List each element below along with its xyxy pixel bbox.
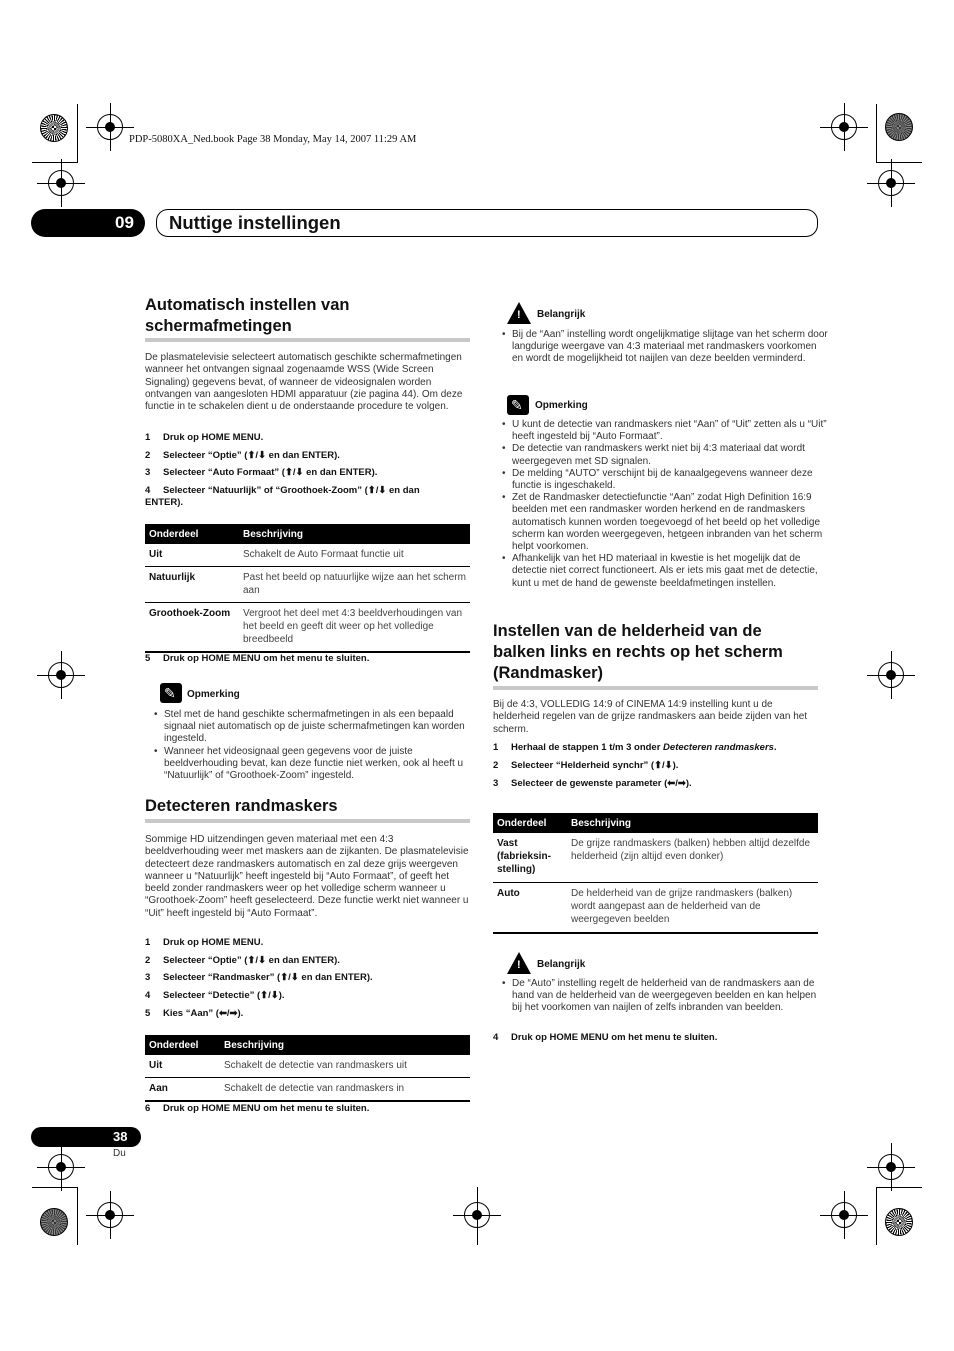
crop-line xyxy=(77,1187,78,1245)
step-number: 4 xyxy=(493,1032,499,1043)
important-heading: Belangrijk xyxy=(537,309,586,320)
step-number: 3 xyxy=(145,972,151,983)
step xyxy=(145,955,470,967)
important-list xyxy=(501,978,828,1015)
column-header: Onderdeel xyxy=(145,1035,220,1055)
step xyxy=(145,937,470,949)
warning-icon xyxy=(507,302,531,324)
print-target-mark xyxy=(885,1208,913,1236)
table-header-row xyxy=(493,813,818,833)
option-description: Vergroot het deel met 4:3 beeldverhoudingen van het beeld en geeft dit weer op het volledige breedbeeld xyxy=(239,603,470,653)
table-row xyxy=(145,544,470,567)
warning-icon xyxy=(507,952,531,974)
page-number-badge: 38 xyxy=(31,1127,141,1147)
step xyxy=(145,653,470,665)
option-name: Uit xyxy=(145,1055,220,1078)
option-description: De helderheid van de grijze randmaskers (balken) wordt aangepast aan de helderheid van de weergegeven beelden xyxy=(567,883,818,934)
table-row xyxy=(145,1055,470,1078)
table-row xyxy=(493,883,818,934)
column-header: Onderdeel xyxy=(493,813,567,833)
option-description: Schakelt de detectie van randmaskers uit xyxy=(220,1055,470,1078)
table-row xyxy=(145,567,470,603)
step xyxy=(493,778,818,790)
registration-mark xyxy=(48,170,74,196)
option-name: Auto xyxy=(493,883,567,934)
crop-line xyxy=(32,162,78,163)
column-header: Beschrijving xyxy=(567,813,818,833)
list-item: • De detectie van randmaskers werkt niet bij 4:3 materiaal dat wordt weergegeven met SD signalen. xyxy=(512,443,828,467)
step-text: Selecteer “Detectie” (⬆/⬇). xyxy=(163,990,285,1001)
step xyxy=(145,467,470,479)
step xyxy=(145,1103,470,1115)
option-name: Vast (fabrieksin-stelling) xyxy=(493,833,567,883)
step-number: 1 xyxy=(145,937,151,948)
crop-line xyxy=(477,1187,478,1245)
step-text: Druk op HOME MENU om het menu te sluiten. xyxy=(163,653,370,664)
step-text: Selecteer “Randmasker” (⬆/⬇ en dan ENTER). xyxy=(163,972,373,983)
step xyxy=(493,1032,818,1044)
note-list xyxy=(153,709,470,782)
chapter-number-badge: 09 xyxy=(31,209,145,237)
list-item: • Afhankelijk van het HD materiaal in kwestie is het mogelijk dat de detectie niet correct functioneert. Als er iets mis gaat met de detectie, kunt u met de hand de gewenste beeldafmetingen instellen. xyxy=(512,553,828,590)
note-heading: Opmerking xyxy=(535,400,588,411)
option-name: Aan xyxy=(145,1078,220,1102)
step xyxy=(145,990,470,1002)
file-info-header: PDP-5080XA_Ned.book Page 38 Monday, May 14, 2007 11:29 AM xyxy=(129,134,417,145)
option-name: Natuurlijk xyxy=(145,567,239,603)
language-code: Du xyxy=(113,1148,126,1159)
step-text: Selecteer “Natuurlijk” of “Groothoek-Zoom” (⬆/⬇ en dan ENTER). xyxy=(145,485,420,508)
step xyxy=(145,1008,470,1020)
step: 1 Herhaal de stappen 1 t/m 3 onder Detecteren randmaskers. xyxy=(493,742,777,753)
pencil-icon xyxy=(507,395,529,415)
step-number: 3 xyxy=(145,467,151,478)
list-item: • Wanneer het videosignaal geen gegevens voor de juiste beeldverhouding bevat, kan deze functie niet werken, ook al heeft u “Natuurlijk” of “Groothoek-Zoom” ingesteld. xyxy=(164,746,470,783)
step-number: 2 xyxy=(493,760,499,771)
registration-mark xyxy=(878,662,904,688)
step-number: 2 xyxy=(145,450,151,461)
step-text: . xyxy=(773,742,777,753)
registration-mark xyxy=(831,114,857,140)
table-header-row xyxy=(145,524,470,544)
step-text: Selecteer “Auto Formaat” (⬆/⬇ en dan ENTER). xyxy=(163,467,378,478)
step xyxy=(493,760,818,772)
crop-line xyxy=(77,104,78,162)
section-rule xyxy=(145,819,470,823)
step-text: Selecteer “Optie” (⬆/⬇ en dan ENTER). xyxy=(163,955,340,966)
step-number: 5 xyxy=(145,1008,151,1019)
list-item: • De melding “AUTO” verschijnt bij de kanaalgegevens wanneer deze functie is ingeschakeld. xyxy=(512,468,828,492)
step xyxy=(145,450,470,462)
section-intro: Sommige HD uitzendingen geven materiaal met een 4:3 beeldverhouding weer met maskers aan de zijkanten. De plasmatelevisie detecteert deze randmaskers automatisch en zal deze grijs weergeven wanneer u “Natuurlijk” heeft ingesteld bij “Auto Formaat”, of geeft het beeld zonder randmaskers weer op het volledige scherm wanneer u “Groothoek-Zoom” heeft geselecteerd. Deze functie werkt niet wanneer u “Uit” heeft ingesteld bij “Auto Formaat”. xyxy=(145,834,469,919)
print-target-mark xyxy=(885,113,913,141)
crop-line xyxy=(876,1187,877,1245)
step-number: 4 xyxy=(145,990,151,1001)
table-row xyxy=(493,833,818,883)
option-description: Schakelt de Auto Formaat functie uit xyxy=(239,544,470,567)
list-item: • U kunt de detectie van randmaskers niet “Aan” of “Uit” zetten als u “Uit” heeft ingesteld bij “Auto Formaat”. xyxy=(512,419,828,443)
step-text: Selecteer “Optie” (⬆/⬇ en dan ENTER). xyxy=(163,450,340,461)
step-number: 4 xyxy=(145,485,151,496)
step-number: 1 xyxy=(145,432,151,443)
table-row xyxy=(145,1078,470,1102)
registration-mark xyxy=(48,662,74,688)
crop-line xyxy=(876,162,922,163)
step xyxy=(145,972,470,984)
registration-mark xyxy=(48,1154,74,1180)
crop-line xyxy=(876,104,877,162)
step-text: Selecteer de gewenste parameter (⬅/➡). xyxy=(511,778,692,789)
section-title-detect-masks: Detecteren randmaskers xyxy=(145,797,338,815)
option-name: Uit xyxy=(145,544,239,567)
list-item: • Zet de Randmasker detectiefunctie “Aan” zodat High Definition 16:9 beelden met een randmasker worden herkend en de randmaskers automatisch kunnen worden toegevoegd of het beeld op het volledige scherm kan worden weergegeven, hetgeen inbranden van het scherm helpt voorkomen. xyxy=(512,492,828,553)
note-heading: Opmerking xyxy=(187,689,240,700)
table-header-row xyxy=(145,1035,470,1055)
step-text: Herhaal de stappen 1 t/m 3 onder xyxy=(511,742,664,753)
step-number: 6 xyxy=(145,1103,151,1114)
registration-mark xyxy=(878,170,904,196)
list-item: • De “Auto” instelling regelt de helderheid van de randmaskers aan de hand van de helderheid van de weergegeven beelden en kan helpen bij het voorkomen van naijlen of zelfs inbranden van beelden. xyxy=(512,978,828,1015)
step-number: 5 xyxy=(145,653,151,664)
options-table-bar-brightness xyxy=(493,813,818,934)
column-header: Beschrijving xyxy=(220,1035,470,1055)
section-intro: Bij de 4:3, VOLLEDIG 14:9 of CINEMA 14:9 instelling kunt u de helderheid regelen van de grijze randmaskers aan beide zijden van het scherm. xyxy=(493,699,808,735)
step-text: Druk op HOME MENU om het menu te sluiten. xyxy=(163,1103,370,1114)
step xyxy=(145,432,470,444)
section-title-bar-brightness: Instellen van de helderheid van de balken links en rechts op het scherm (Randmasker) xyxy=(493,622,783,682)
step-number: 2 xyxy=(145,955,151,966)
step-text: Kies “Aan” (⬅/➡). xyxy=(163,1008,244,1019)
pencil-icon xyxy=(160,683,182,703)
list-item: • Stel met de hand geschikte schermafmetingen in als een bepaald signaal niet automatisch op de juiste schermafmetingen kan worden ingesteld. xyxy=(164,709,470,746)
section-intro: De plasmatelevisie selecteert automatisch geschikte schermafmetingen wanneer het ontvangen signaal zogenaamde WSS (Wide Screen Signaling) gegevens bevat, of wanneer de videosignalen worden ontvangen van aangesloten HDMI apparatuur (zie pagina 44). Om deze functie in te schakelen dient u de onderstaande procedure te volgen. xyxy=(145,352,463,413)
options-table-detect-masks xyxy=(145,1035,470,1102)
print-target-mark xyxy=(40,114,68,142)
registration-mark xyxy=(831,1202,857,1228)
section-rule xyxy=(493,686,818,690)
print-target-mark xyxy=(40,1208,68,1236)
crop-line xyxy=(32,1187,78,1188)
crop-line xyxy=(876,1187,922,1188)
step-text: Selecteer “Helderheid synchr” (⬆/⬇). xyxy=(511,760,679,771)
option-name: Groothoek-Zoom xyxy=(145,603,239,653)
option-description: De grijze randmaskers (balken) hebben altijd dezelfde helderheid (zijn altijd even donker) xyxy=(567,833,818,883)
list-item: • Bij de “Aan” instelling wordt ongelijkmatige slijtage van het scherm door langdurige weergave van 4:3 materiaal met randmaskers voorkomen en wordt de mogelijkheid tot naijlen van deze beelden verminderd. xyxy=(512,329,828,366)
column-header: Beschrijving xyxy=(239,524,470,544)
registration-mark xyxy=(97,1202,123,1228)
important-list xyxy=(501,329,828,366)
column-header: Onderdeel xyxy=(145,524,239,544)
section-rule xyxy=(145,338,470,342)
table-row xyxy=(145,603,470,653)
step-number: 3 xyxy=(493,778,499,789)
step-reference: Detecteren randmaskers xyxy=(663,742,774,753)
important-heading: Belangrijk xyxy=(537,959,586,970)
step xyxy=(145,485,460,509)
section-title-auto-size: Automatisch instellen van schermafmetingen xyxy=(145,296,350,335)
option-description: Schakelt de detectie van randmaskers in xyxy=(220,1078,470,1102)
step-text: Druk op HOME MENU om het menu te sluiten. xyxy=(511,1032,718,1043)
chapter-title: Nuttige instellingen xyxy=(156,209,818,237)
step-text: Druk op HOME MENU. xyxy=(163,432,264,443)
options-table-auto-size xyxy=(145,524,470,653)
registration-mark xyxy=(97,114,123,140)
registration-mark xyxy=(878,1154,904,1180)
option-description: Past het beeld op natuurlijke wijze aan het scherm aan xyxy=(239,567,470,603)
note-list xyxy=(501,419,828,590)
step-text: Druk op HOME MENU. xyxy=(163,937,264,948)
